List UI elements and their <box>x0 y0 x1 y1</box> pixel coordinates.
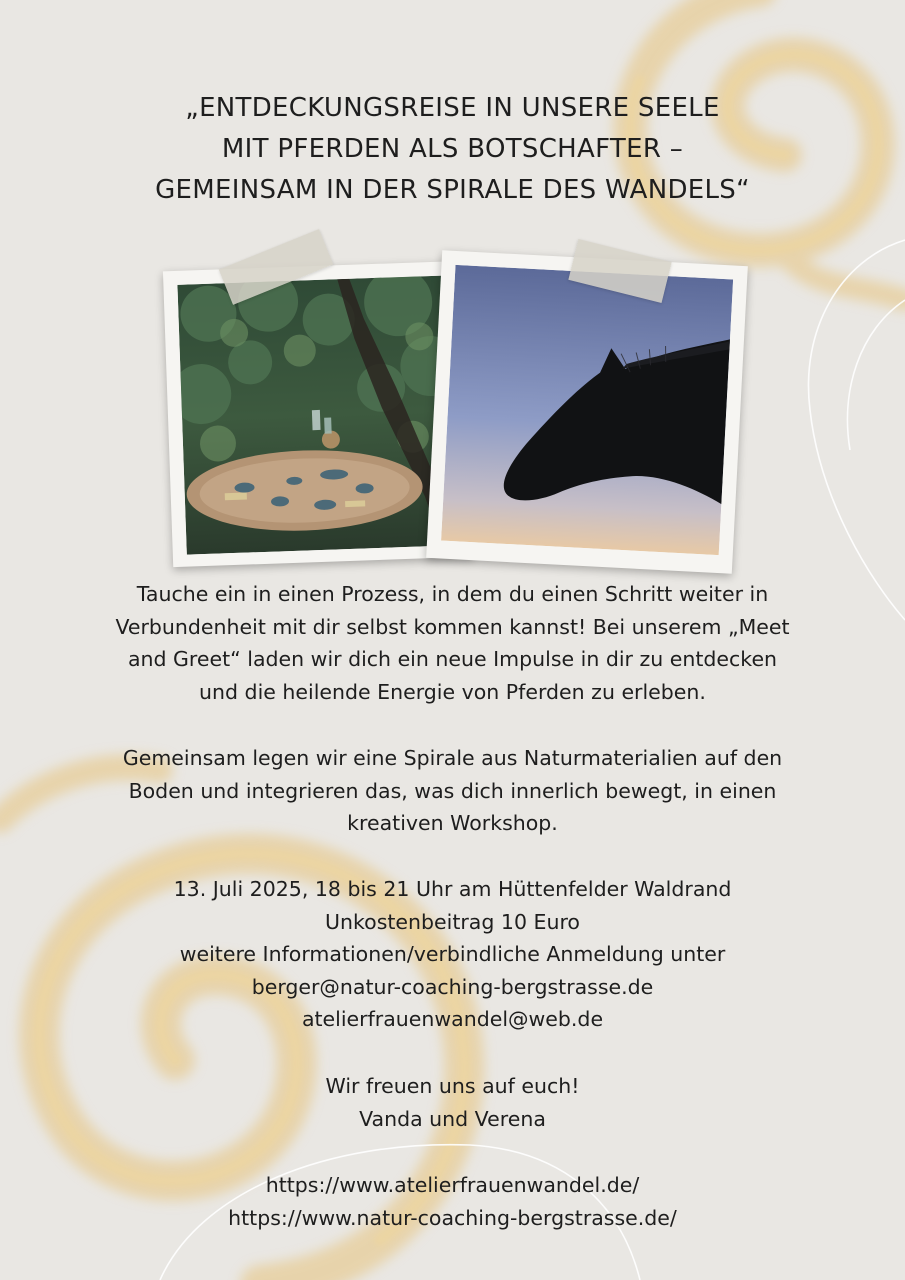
greeting <box>0 1070 905 1135</box>
website-link-2[interactable]: https://www.natur-coaching-bergstrasse.de/ <box>228 1205 677 1230</box>
website-link-1[interactable]: https://www.atelierfrauenwandel.de/ <box>265 1173 640 1197</box>
event-info: weitere Informationen/verbindliche Anmeldung unter <box>179 942 726 966</box>
title-line-3: GEMEINSAM IN DER SPIRALE DES WANDELS“ <box>155 175 750 205</box>
website-links <box>0 1169 905 1234</box>
intro-paragraph <box>0 578 905 708</box>
workshop-paragraph <box>0 742 905 840</box>
signature-names: Vanda und Verena <box>359 1106 546 1131</box>
intro-line: Tauche ein in einen Prozess, in dem du einen Schritt weiter in <box>136 582 769 606</box>
horse-silhouette-image <box>441 265 733 555</box>
contact-email-2[interactable]: atelierfrauenwandel@web.de <box>301 1007 604 1031</box>
title-line-2: MIT PFERDEN ALS BOTSCHAFTER – <box>221 134 684 164</box>
photo-forest-spiral <box>163 261 473 567</box>
event-title <box>0 88 905 211</box>
greeting-line: Wir freuen uns auf euch! <box>325 1074 580 1098</box>
event-fee: Unkostenbeitrag 10 Euro <box>325 909 580 934</box>
intro-line: and Greet“ laden wir dich ein neue Impulse in dir zu entdecken <box>127 647 778 671</box>
workshop-line: kreativen Workshop. <box>347 811 558 835</box>
workshop-line: Boden und integrieren das, was dich innerlich bewegt, in einen <box>128 778 777 803</box>
intro-line: Verbundenheit mit dir selbst kommen kannst! Bei unserem „Meet <box>115 614 790 639</box>
intro-line: und die heilende Energie von Pferden zu erleben. <box>199 679 706 704</box>
title-line-1: „ENTDECKUNGSREISE IN UNSERE SEELE <box>185 93 720 123</box>
workshop-line: Gemeinsam legen wir eine Spirale aus Naturmaterialien auf den <box>122 746 783 770</box>
photo-horse-silhouette <box>426 250 748 574</box>
forest-spiral-image <box>177 275 458 554</box>
event-date-place: 13. Juli 2025, 18 bis 21 Uhr am Hüttenfelder Waldrand <box>173 877 732 901</box>
event-details <box>0 873 905 1036</box>
contact-email-1[interactable]: berger@natur-coaching-bergstrasse.de <box>251 974 654 999</box>
